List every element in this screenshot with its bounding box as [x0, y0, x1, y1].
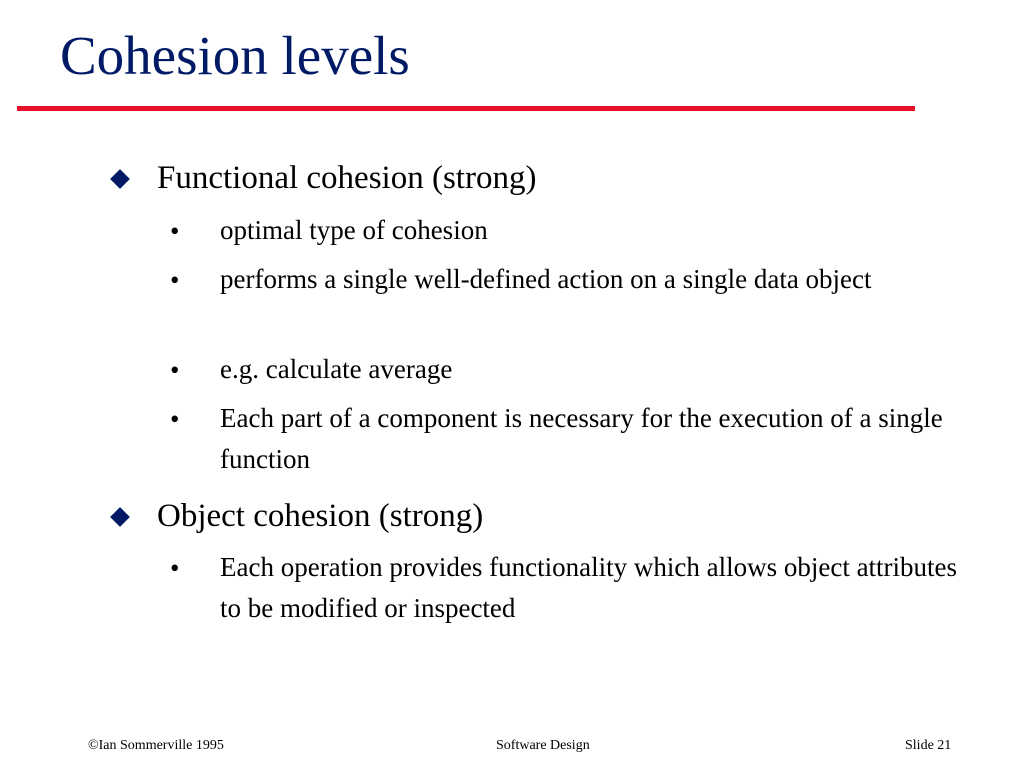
- title-divider: [17, 106, 915, 111]
- section-heading-functional: Functional cohesion (strong): [157, 160, 537, 196]
- sub-bullet-icon: •: [170, 553, 180, 583]
- sub-bullet-icon: •: [170, 355, 180, 385]
- diamond-bullet-icon: [110, 507, 130, 527]
- bullet-point: Each part of a component is necessary for the execution of a single function: [220, 403, 943, 474]
- sub-bullet-icon: •: [170, 216, 180, 246]
- bullet-point: e.g. calculate average: [220, 354, 453, 384]
- bullet-point: Each operation provides functionality which allows object attributes to be modified or inspected: [220, 552, 958, 623]
- bullet-point: optimal type of cohesion: [220, 215, 488, 245]
- bullet-point: performs a single well-defined action on a single data object: [220, 264, 872, 294]
- diamond-bullet-icon: [110, 169, 130, 189]
- footer-slide-number: Slide 21: [905, 738, 952, 753]
- sub-bullet-icon: •: [170, 265, 180, 295]
- footer-copyright: ©Ian Sommerville 1995: [88, 738, 224, 753]
- footer-course-title: Software Design: [496, 738, 590, 753]
- sub-bullet-icon: •: [170, 404, 180, 434]
- slide-title: Cohesion levels: [60, 25, 410, 86]
- section-heading-object: Object cohesion (strong): [157, 498, 484, 534]
